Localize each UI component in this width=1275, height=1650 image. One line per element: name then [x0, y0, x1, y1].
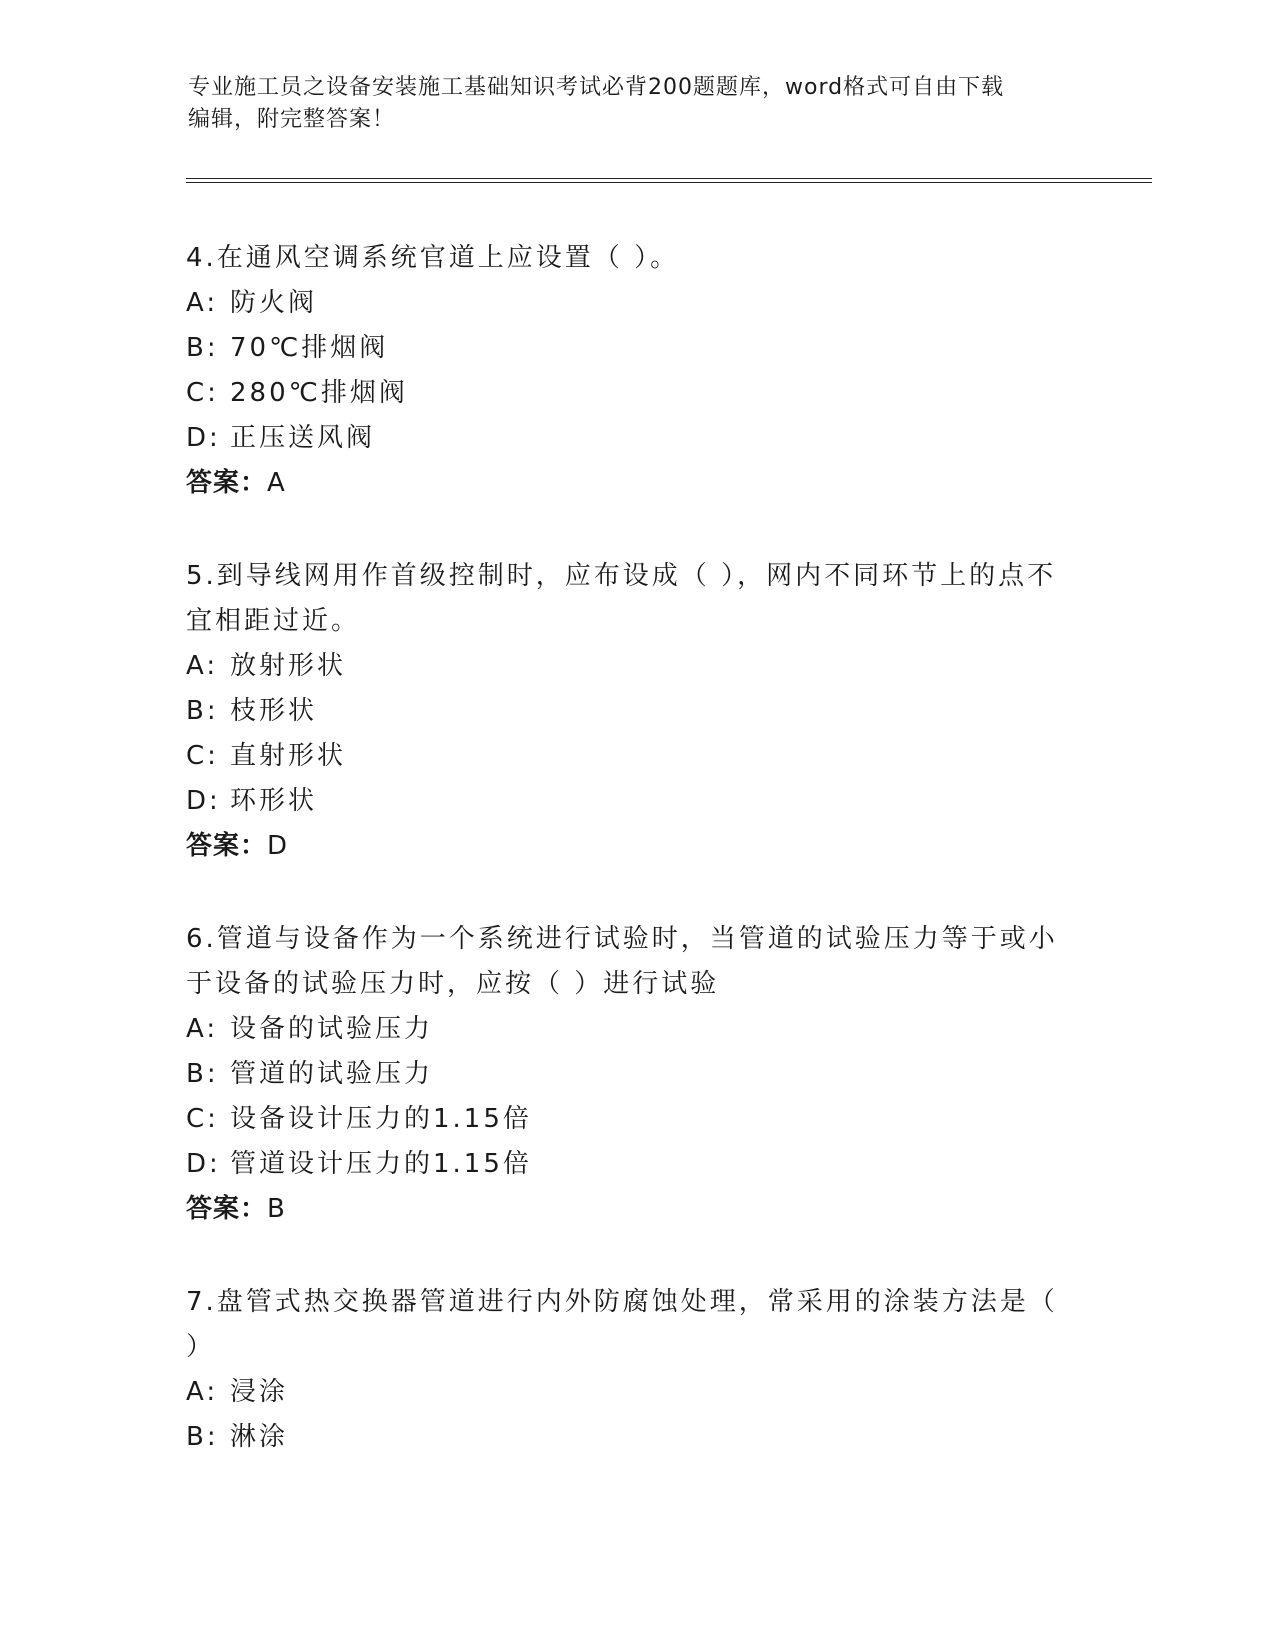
- answer-option: [186, 689, 1086, 734]
- option-letter: A:: [186, 1014, 219, 1044]
- option-text: 70℃排烟阀: [230, 333, 389, 363]
- option-text: 管道的试验压力: [230, 1059, 434, 1089]
- answer-label: 答案：: [186, 831, 268, 861]
- option-text: 浸涂: [230, 1377, 289, 1407]
- answer-option: [186, 1097, 1086, 1142]
- answer-option: [186, 371, 1086, 416]
- option-letter: A:: [186, 1377, 219, 1407]
- option-letter: C:: [186, 378, 219, 408]
- option-text: 280℃排烟阀: [230, 378, 408, 408]
- header-line-1: 专业施工员之设备安装施工基础知识考试必背200题题库，word格式可自由下载: [188, 75, 1005, 100]
- answer-option: [186, 1007, 1086, 1052]
- question-block: [186, 554, 1086, 869]
- option-text: 枝形状: [230, 696, 318, 726]
- answer-label: 答案：: [186, 1194, 268, 1224]
- option-text: 直射形状: [230, 741, 347, 771]
- option-text: 正压送风阀: [230, 423, 376, 453]
- option-letter: B:: [186, 1422, 219, 1452]
- answer-option: [186, 1415, 1086, 1460]
- answer-option: [186, 416, 1086, 461]
- question-stem-line: 7.盘管式热交换器管道进行内外防腐蚀处理，常采用的涂装方法是（: [186, 1287, 1058, 1317]
- answer-option: [186, 1370, 1086, 1415]
- header-divider: [186, 178, 1152, 183]
- answer-option: [186, 326, 1086, 371]
- option-letter: C:: [186, 741, 219, 771]
- answer-value: B: [267, 1194, 286, 1224]
- answer-line: [186, 824, 1086, 869]
- answer-option: [186, 281, 1086, 326]
- header-line-2: 编辑，附完整答案！: [188, 107, 396, 132]
- question-stem-line: 5.到导线网用作首级控制时，应布设成（ ），网内不同环节上的点不: [186, 561, 1057, 591]
- question-stem-line: ）: [186, 1332, 216, 1362]
- answer-option: [186, 779, 1086, 824]
- answer-option: [186, 644, 1086, 689]
- option-letter: D:: [186, 786, 221, 816]
- option-letter: C:: [186, 1104, 219, 1134]
- option-letter: D:: [186, 423, 221, 453]
- option-letter: B:: [186, 1059, 219, 1089]
- option-text: 设备的试验压力: [230, 1014, 434, 1044]
- question-block: [186, 917, 1086, 1232]
- question-stem-line: 4.在通风空调系统官道上应设置（ ）。: [186, 243, 680, 273]
- question-stem-line: 宜相距过近。: [186, 606, 361, 636]
- question-stem-line: 6.管道与设备作为一个系统进行试验时，当管道的试验压力等于或小: [186, 924, 1058, 954]
- option-text: 放射形状: [230, 651, 347, 681]
- answer-value: D: [267, 831, 289, 861]
- option-letter: D:: [186, 1149, 221, 1179]
- option-text: 防火阀: [230, 288, 318, 318]
- option-letter: B:: [186, 333, 219, 363]
- option-text: 淋涂: [230, 1422, 289, 1452]
- document-header: [188, 72, 1088, 136]
- answer-line: [186, 1187, 1086, 1232]
- answer-option: [186, 734, 1086, 779]
- option-text: 环形状: [230, 786, 318, 816]
- answer-option: [186, 1052, 1086, 1097]
- option-letter: B:: [186, 696, 219, 726]
- question-list: [186, 236, 1086, 1508]
- answer-label: 答案：: [186, 468, 268, 498]
- answer-option: [186, 1142, 1086, 1187]
- question-block: [186, 236, 1086, 506]
- question-stem-line: 于设备的试验压力时，应按（ ）进行试验: [186, 969, 720, 999]
- answer-line: [186, 461, 1086, 506]
- option-text: 管道设计压力的1.15倍: [230, 1149, 532, 1179]
- option-letter: A:: [186, 651, 219, 681]
- answer-value: A: [267, 468, 286, 498]
- option-text: 设备设计压力的1.15倍: [230, 1104, 532, 1134]
- question-block: [186, 1280, 1086, 1460]
- option-letter: A:: [186, 288, 219, 318]
